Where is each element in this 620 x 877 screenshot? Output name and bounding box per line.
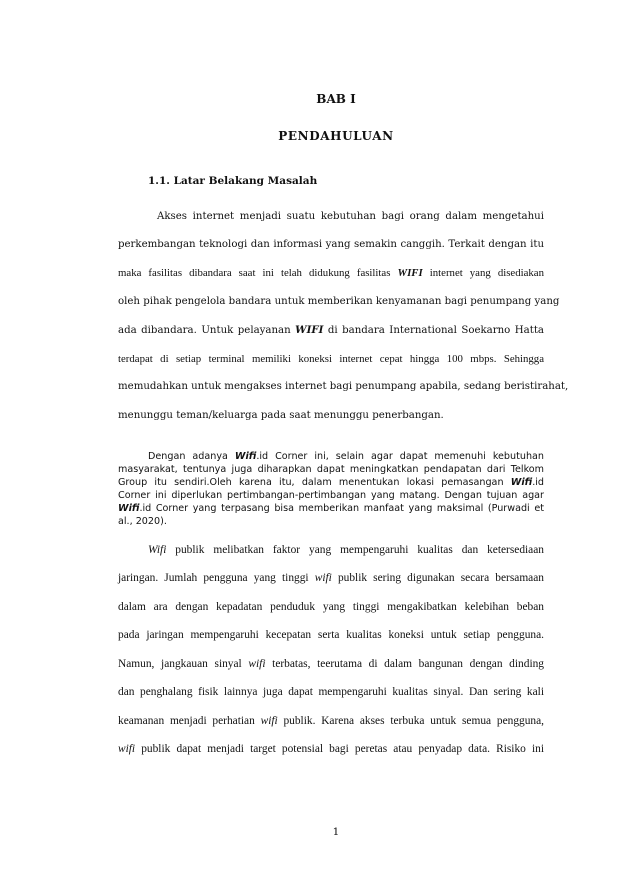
emphasis-term: wifi <box>118 743 136 755</box>
emphasis-term: Wifi <box>510 477 533 488</box>
text-run: jaringan. Jumlah pengguna yang tinggi <box>118 572 315 584</box>
emphasis-term: Wifi <box>118 503 140 514</box>
text-run: internet yang disediakan <box>422 267 544 279</box>
emphasis-term: Wifi <box>148 544 167 556</box>
p1-line: perkembangan teknologi dan informasi yang semakin canggih. Terkait dengan itu <box>118 239 544 250</box>
text-run: .id Corner ini, selain agar dapat memenuhi kebutuhan <box>256 451 544 462</box>
p3-line: dalam ara dengan kepadatan penduduk yang tinggi mengakibatkan kelebihan beban <box>118 601 544 613</box>
p2-line <box>118 502 544 515</box>
emphasis-term: WIFI <box>397 267 423 279</box>
text-run: publik dapat menjadi target potensial bagi peretas atau penyadap data. Risiko ini <box>135 743 544 755</box>
text-run: publik sering digunakan secara bersamaan <box>331 572 544 584</box>
p1-line: memudahkan untuk mengakses internet bagi penumpang apabila, sedang beristirahat, <box>118 381 569 392</box>
text-run: keamanan menjadi perhatian <box>118 715 261 727</box>
p3-line <box>118 742 544 756</box>
text-run: publik. Karena akses terbuka untuk semua pengguna, <box>277 715 545 727</box>
text-run: di bandara International Soekarno Hatta <box>323 325 545 336</box>
p1-line <box>118 266 544 280</box>
text-run: maka fasilitas dibandara saat ini telah didukung fasilitas <box>118 267 398 279</box>
p3-line: pada jaringan mempengaruhi kecepatan serta kualitas koneksi untuk setiap pengguna. <box>118 629 544 641</box>
p2-line: masyarakat, tentunya juga diharapkan dapat meningkatkan pendapatan dari Telkom <box>118 464 544 475</box>
text-run: Group itu sendiri.Oleh karena itu, dalam menentukan lokasi pemasangan <box>118 477 511 488</box>
p1-line: Akses internet menjadi suatu kebutuhan bagi orang dalam mengetahui <box>157 211 544 222</box>
p1-line <box>118 323 544 338</box>
p2-line: al., 2020). <box>118 516 167 527</box>
p2-line: Corner ini diperlukan pertimbangan-pertimbangan yang matang. Dengan tujuan agar <box>118 490 544 501</box>
text-run: ada dibandara. Untuk pelayanan <box>118 325 296 336</box>
page-number: 1 <box>332 826 340 838</box>
p3-line <box>118 657 544 671</box>
p2-line <box>148 450 544 463</box>
p2-line <box>118 476 544 489</box>
p1-line: terdapat di setiap terminal memiliki koneksi internet cepat hingga 100 mbps. Sehingga <box>118 353 544 365</box>
emphasis-term: wifi <box>314 572 332 584</box>
emphasis-term: Wifi <box>234 451 257 462</box>
p3-line: dan penghalang fisik lainnya juga dapat mempengaruhi kualitas sinyal. Dan sering kali <box>118 686 544 698</box>
emphasis-term: WIFI <box>295 324 324 336</box>
p3-line <box>118 571 544 585</box>
section-heading: 1.1. Latar Belakang Masalah <box>148 175 318 187</box>
emphasis-term: wifi <box>260 715 278 727</box>
text-run: .id Corner yang terpasang bisa memberikan manfaat yang maksimal (Purwadi et <box>139 503 544 514</box>
text-run: Dengan adanya <box>148 451 235 462</box>
p3-line <box>148 543 544 557</box>
text-run: .id <box>532 477 544 488</box>
chapter-number: BAB I <box>316 92 356 106</box>
p3-line <box>118 714 544 728</box>
chapter-title: PENDAHULUAN <box>278 129 394 143</box>
text-run: publik melibatkan faktor yang mempengaruhi kualitas dan ketersediaan <box>166 544 544 556</box>
emphasis-term: wifi <box>248 658 266 670</box>
text-run: Namun, jangkauan sinyal <box>118 658 249 670</box>
text-run: terbatas, teerutama di dalam bangunan dengan dinding <box>265 658 544 670</box>
p1-line: oleh pihak pengelola bandara untuk memberikan kenyamanan bagi penumpang yang <box>118 296 560 307</box>
p1-line: menunggu teman/keluarga pada saat menunggu penerbangan. <box>118 410 444 421</box>
